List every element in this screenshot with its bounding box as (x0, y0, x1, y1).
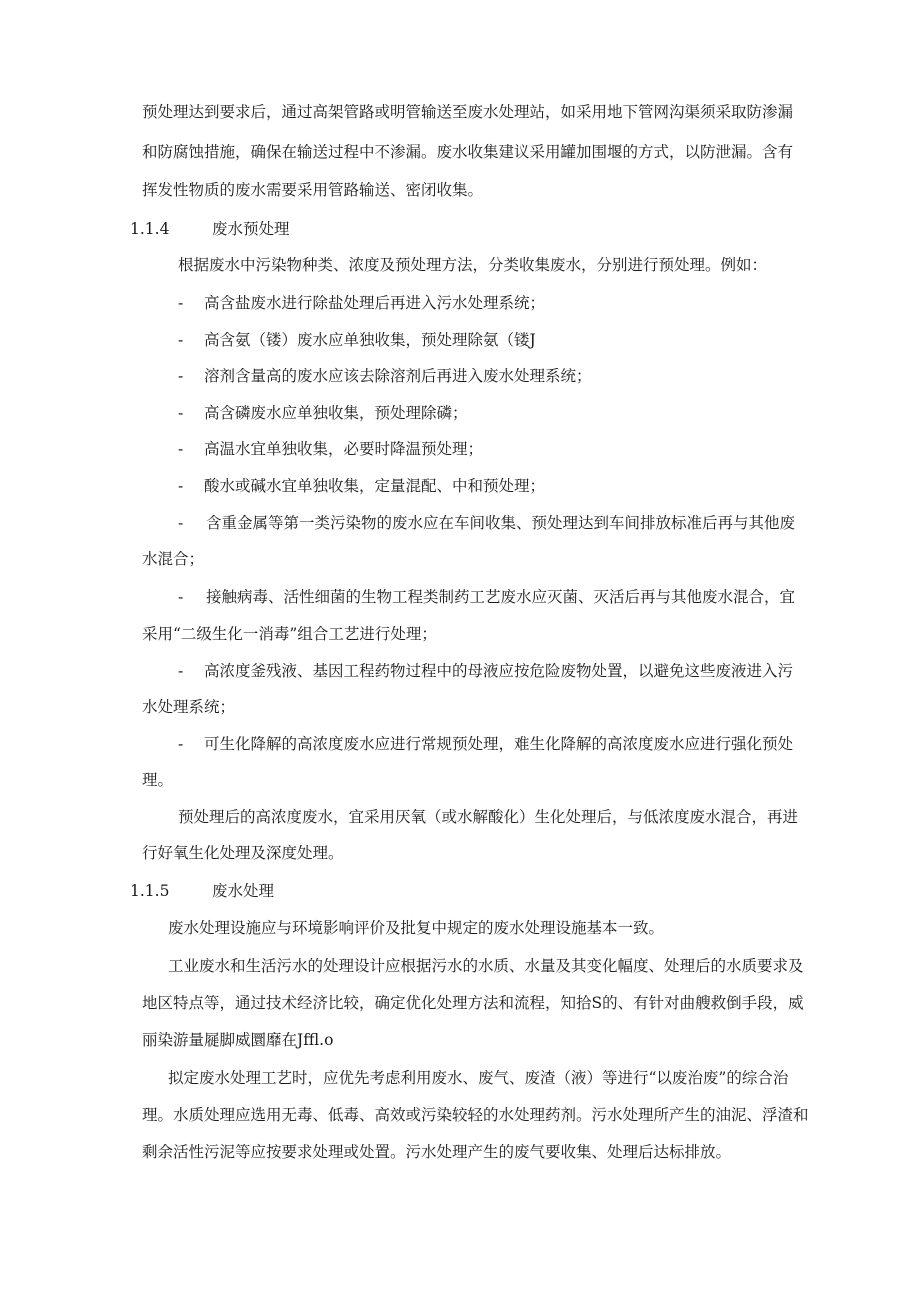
closing-paragraph-line-2: 行好氧生化处理及深度处理。 (142, 844, 344, 862)
section-number: 1.1.5 (130, 882, 170, 900)
list-item-text: 接触病毒、活性细菌的生物工程类制药工艺废水应灭菌、灭活后再与其他废水混合，宜 (206, 588, 796, 606)
intro-line-1: 预处理达到要求后，通过高架管路或明管输送至废水处理站，如采用地下管网沟渠须采取防渗漏 (142, 103, 794, 121)
list-item (178, 439, 483, 459)
list-item (178, 734, 793, 754)
list-item (178, 293, 545, 313)
paragraph-design-line-1: 工业废水和生活污水的处理设计应根据污水的水质、水量及其变化幅度、处理后的水质要求及 (168, 957, 804, 975)
intro-line-2: 和防腐蚀措施，确保在输送过程中不渗漏。废水收集建议采用罐加围堰的方式，以防泄漏。含有 (142, 143, 794, 161)
intro-line-3: 挥发性物质的废水需要采用管路输送、密闭收集。 (142, 181, 484, 199)
dash-marker: - (178, 294, 184, 312)
list-item-text: 酸水或碱水宜单独收集，定量混配、中和预处理； (204, 477, 546, 495)
list-item (178, 513, 795, 533)
section-heading-1-1-5 (130, 881, 274, 901)
list-item-text: 高含磷废水应单独收集，预处理除磷； (204, 404, 468, 422)
dash-marker: - (178, 331, 184, 349)
list-item-continuation: 采用“二级生化一消毒”组合工艺进行处理； (142, 625, 437, 643)
list-item (178, 476, 545, 496)
list-item-continuation: 理。 (142, 771, 174, 789)
list-item (178, 366, 592, 386)
dash-marker: - (178, 477, 184, 495)
list-item-text: 高含盐废水进行除盐处理后再进入污水处理系统； (204, 294, 546, 312)
list-item-continuation: 水处理系统； (142, 698, 236, 716)
section-title: 废水处理 (212, 882, 275, 900)
list-item-text: 含重金属等第一类污染物的废水应在车间收集、预处理达到车间排放标准后再与其他废 (206, 514, 796, 532)
list-item-text: 高浓度釜残液、基因工程药物过程中的母液应按危险废物处置，以避免这些废液进入污 (204, 662, 794, 680)
section-lead-paragraph: 根据废水中污染物种类、浓度及预处理方法，分类收集废水，分别进行预处理。例如： (178, 256, 768, 274)
list-item (178, 403, 468, 423)
list-item (178, 661, 793, 681)
paragraph-facilities: 废水处理设施应与环境影响评价及批复中规定的废水处理设施基本一致。 (168, 919, 665, 937)
list-item-text: 溶剂含量高的废水应该去除溶剂后再进入废水处理系统； (204, 367, 592, 385)
closing-paragraph-line-1: 预处理后的高浓度废水，宜采用厌氧（或水解酸化）生化处理后，与低浓度废水混合，再进 (178, 808, 799, 826)
list-item-text: 高温水宜单独收集，必要时降温预处理； (204, 440, 484, 458)
list-item-continuation: 水混合； (142, 550, 205, 568)
dash-marker: - (178, 735, 184, 753)
list-item-text: 高含氨（镂）废水应单独收集，预处理除氨（镂J (204, 331, 536, 349)
list-item (178, 587, 795, 607)
section-title: 废水预处理 (212, 220, 290, 238)
section-number: 1.1.4 (130, 220, 170, 238)
dash-marker: - (178, 367, 184, 385)
list-item (178, 330, 536, 350)
dash-marker: - (178, 588, 184, 606)
dash-marker: - (178, 514, 184, 532)
paragraph-process-line-2: 理。水质处理应选用无毒、低毒、高效或污染较轻的水处理药剂。污水处理所产生的油泥、浮渣和 (142, 1106, 809, 1124)
dash-marker: - (178, 440, 184, 458)
paragraph-design-line-2: 地区特点等，通过技术经济比较，确定优化处理方法和流程，知拾S的、有针对曲艘救倒手段，威 (142, 994, 804, 1012)
paragraph-process-line-3: 剩余活性污泥等应按要求处理或处置。污水处理产生的废气要收集、处理后达标排放。 (142, 1143, 732, 1161)
paragraph-design-line-3: 丽染游量屣脚威圜靡在Jffl.o (142, 1031, 334, 1049)
dash-marker: - (178, 404, 184, 422)
section-heading-1-1-4 (130, 219, 290, 239)
dash-marker: - (178, 662, 184, 680)
list-item-text: 可生化降解的高浓度废水应进行常规预处理，难生化降解的高浓度废水应进行强化预处 (204, 735, 794, 753)
paragraph-process-line-1: 拟定废水处理工艺时，应优先考虑利用废水、废气、废渣（液）等进行“以废治废”的综合治 (168, 1069, 789, 1087)
